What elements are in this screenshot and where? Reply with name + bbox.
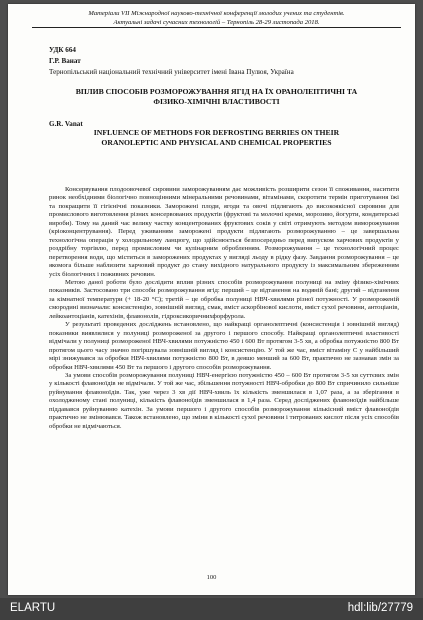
author-en: G.R. Vanat	[49, 120, 83, 128]
body-paragraph: За умови способів розморожування полуниці НВЧ-енергією потужністю 450 – 600 Вт протягом 3-5 хв суттєвих змін у кількості флавоноїдів не відмічали. У той же час, збільшення потужності НВЧ-обробки до 800 Вт спричинило сильніше руйнування флавоноїдів. Так, уже через 3 хв дії НВЧ-хвиль їх кількість зменшилася в 1,07 раза, а за зберігання в охолодженому стані полуниці, кількість флавоноїдів зменшилася в 1,4 раза. Серед досліджених флавоноїдів найбільше піддавався руйнуванню катехін. За умови першого і другого способів розморожування кількісний вміст флавоноїдів практично не змінювався. Також встановлено, що зміни в кількості сухої речовини і титрованих кислот після усіх способів обробки не відмічаються.	[49, 371, 399, 430]
header-line-1: Матеріали VІІ Міжнародної науково-технічної конференції молодих учених та студентів.	[88, 10, 345, 17]
title-en	[38, 128, 395, 149]
running-header	[32, 10, 401, 28]
document-page	[8, 4, 415, 595]
header-line-2: Актуальні задачі сучасних технологій – Тернопіль 28-29 листопада 2018.	[32, 19, 401, 29]
body-paragraph: У результаті проведених досліджень встановлено, що найкращі органолептичні (консистенція і зовнішній вигляд) показники виявлялися у полуниці розмороженої за другого і першого способу. Найкращі органолептичні властивості відмічали у полуниці розмороженої НВЧ-хвилями потужністю 450 і 600 Вт протягом 3-5 хв, а обробка потужністю 800 Вт протягом цього часу значно погіршувала зовнішній вигляд і консистенцію. У той же час, вміст вітаміну С у найбільший мірі знижувався за обробки НВЧ-хвилями потужністю 800 Вт, в деяшо менший за 600 Вт, практично не зазнавав змін за обробки НВЧ-хвилями 450 Вт та першого і другого способів розморожування.	[49, 321, 399, 371]
title-ua	[38, 87, 395, 108]
affiliation-ua: Тернопільський національний технічний університет імені Івана Пулюя, Україна	[49, 68, 294, 76]
repository-name: ELARTU	[10, 602, 56, 614]
body-paragraph: Метою даної роботи було дослідити вплив різних способів розморожування полуниці на зміну фізико-хімічних показників. Застосовано три способи розморожування ягід: перший – це відтанення на водяній бані; другий – відтанення за кімнатної температури (+ 18-20 °С); третій – це обробка полуниці НВЧ-хвилями різної потужності. У розмороженій смородині визначали: консистенцію, зовнішній вигляд, смак, вміст аскорбінової кислоти, вміст сухої речовини, антоціанів, лейкоантоціанів, катехінів, флавонолів, гідроксикоричнихфорфурола.	[49, 278, 399, 320]
repository-footer-bar	[0, 598, 423, 620]
page-number: 100	[206, 574, 217, 581]
title-en-line: ORANOLEPTIC AND PHYSICAL AND CHEMICAL PROPERTIES	[101, 138, 332, 148]
author-ua: Г.Р. Ванат	[49, 57, 81, 65]
body-paragraph: Консервування плодоовочевої сировини заморожуванням дає можливість розширити сезон її споживання, наситити ринок необхідними біологічно повноцінними мінеральними речовинами, вітамінами, скоротити термін приготування їжі та покращити її гігієнічні показники. Заморожені плоди, ягоди та овочі підлягають до високоякісної сировини для промислового виготовлення різних консервованих продуктів (фруктові та молочні креми, морозиво, йогурти, кондитерські вироби). Тому на даний час велику частку концентрованих фруктових соків у світі отримують методом виморожування (кріоконцентрування). Перед уживанням заморожені продукти підлягають розморожуванню – це завершальна технологічна операція у холодильному ланцюгу, що здійснюється безпосередньо перед випуском харчових продуктів у роздрібну торгівлю, перед промисловим чи кулінарним обробленням. Розморожування – це технологічний процес перетворення води, що міститься в заморожених продуктах у вигляді льоду в рідку фазу. Завдання розморожування – це якомога більше наблизити харчовий продукт до стану вихідного натурального продукту із максимальним збереженням усіх біологічних і поживних речовин.	[49, 186, 399, 278]
title-en-line: INFLUENCE OF METHODS FOR DEFROSTING BERRIES ON THEIR	[93, 128, 340, 137]
title-ua-line: ФІЗИКО-ХІМІЧНІ ВЛАСТИВОСТІ	[153, 97, 280, 107]
handle-id: hdl:lib/27779	[347, 602, 413, 614]
udk-code: УДК 664	[49, 46, 76, 54]
title-ua-line: ВПЛИВ СПОСОБІВ РОЗМОРОЖУВАННЯ ЯГІД НА ЇХ ОРАНОЛЕПТИЧНІ ТА	[75, 87, 358, 96]
article-body	[49, 186, 399, 431]
